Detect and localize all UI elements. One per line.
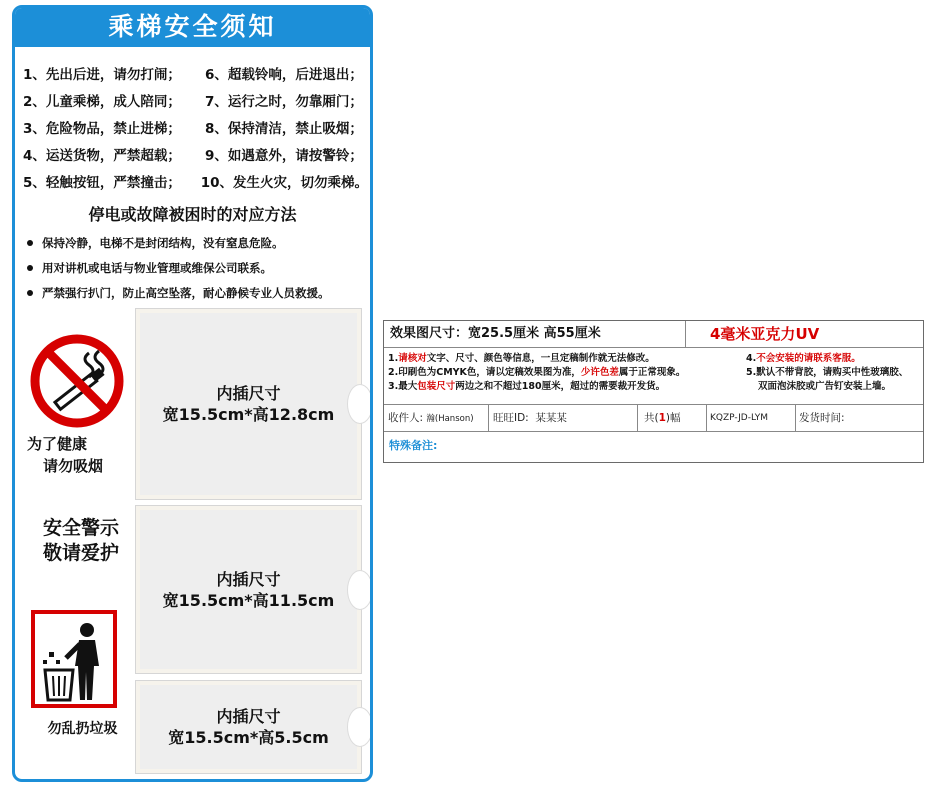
warning-line2: 敬请爱护 bbox=[42, 542, 119, 564]
rules-list bbox=[23, 59, 368, 194]
material-label: 4毫米亚克力UV bbox=[710, 325, 820, 343]
spec-header-row bbox=[384, 321, 923, 348]
rule-item: 7、运行之时，勿靠厢门； bbox=[205, 93, 363, 110]
note-text: 两边之和不超过180厘米，超过的需要裁开发货。 bbox=[455, 381, 666, 392]
rule-item: 3、危险物品，禁止进梯； bbox=[23, 120, 181, 137]
note-text: 3.最大 bbox=[388, 381, 418, 392]
note-1 bbox=[388, 352, 655, 365]
slot-notch bbox=[347, 384, 373, 424]
wangwang-value: 某某某 bbox=[535, 412, 567, 424]
warning-line1: 安全警示 bbox=[42, 517, 119, 539]
no-littering-caption: 勿乱扔垃圾 bbox=[47, 721, 118, 737]
note-3 bbox=[388, 380, 665, 393]
note-highlight: 不会安装的请联系客服。 bbox=[756, 353, 861, 364]
emergency-text: 严禁强行扒门，防止高空坠落，耐心静候专业人员救援。 bbox=[42, 285, 330, 300]
sign-title: 乘梯安全须知 bbox=[14, 7, 371, 47]
rule-row bbox=[23, 167, 368, 194]
bullet-icon bbox=[27, 290, 33, 296]
slot-size: 宽15.5cm*高5.5cm bbox=[168, 728, 329, 747]
rule-item: 1、先出后进，请勿打闹； bbox=[23, 66, 181, 83]
recipient-value: 瀚(Hanson) bbox=[426, 414, 474, 424]
bullet-icon bbox=[27, 240, 33, 246]
emergency-text: 用对讲机或电话与物业管理或维保公司联系。 bbox=[42, 260, 272, 275]
order-info-row bbox=[384, 405, 923, 432]
note-highlight: 请核对 bbox=[398, 353, 427, 364]
rule-row bbox=[23, 59, 368, 86]
wangwang-label: 旺旺ID: bbox=[493, 412, 529, 424]
note-text: 4. bbox=[746, 353, 757, 364]
notes-row bbox=[384, 348, 923, 405]
special-remarks-label: 特殊备注: bbox=[389, 439, 438, 452]
note-text: 2.印刷色为CMYK色，请以定稿效果图为准， bbox=[388, 367, 581, 378]
quantity-cell bbox=[637, 405, 708, 431]
rule-item: 9、如遇意外，请按警铃； bbox=[205, 147, 363, 164]
product-code: KQZP-JD-LYM bbox=[706, 405, 794, 431]
order-spec-table bbox=[383, 320, 924, 463]
wangwang-cell bbox=[488, 405, 639, 431]
recipient-label: 收件人: bbox=[388, 412, 424, 424]
quantity-value: 1 bbox=[658, 412, 666, 424]
ship-time-label: 发货时间: bbox=[795, 405, 923, 431]
rule-row bbox=[23, 113, 368, 140]
elevator-safety-sign bbox=[12, 5, 373, 782]
note-4 bbox=[746, 352, 861, 365]
slot-size: 宽15.5cm*高12.8cm bbox=[162, 405, 335, 424]
note-text: 属于正常现象。 bbox=[618, 367, 686, 378]
slot-label: 内插尺寸 bbox=[216, 384, 281, 403]
note-2 bbox=[388, 366, 685, 379]
no-smoking-line2: 请勿吸烟 bbox=[43, 457, 104, 475]
slot-size: 宽15.5cm*高11.5cm bbox=[162, 590, 335, 610]
rule-row bbox=[23, 86, 368, 113]
rule-item: 5、轻触按钮，严禁撞击； bbox=[23, 174, 181, 191]
slot-notch bbox=[347, 570, 373, 610]
emergency-list bbox=[27, 230, 367, 305]
no-smoking-icon bbox=[29, 333, 125, 433]
note-highlight: 少许色差 bbox=[580, 367, 619, 378]
note-5-cont: 双面泡沫胶或广告钉安装上墙。 bbox=[758, 381, 892, 392]
effect-dimensions: 效果图尺寸：宽25.5厘米 高55厘米 bbox=[390, 326, 601, 341]
insert-slot bbox=[135, 505, 362, 674]
quantity-prefix: 共( bbox=[644, 412, 659, 424]
rule-item: 8、保持清洁，禁止吸烟； bbox=[205, 120, 363, 137]
insert-slot bbox=[135, 680, 362, 774]
slot-label: 内插尺寸 bbox=[216, 707, 281, 726]
note-highlight: 包装尺寸 bbox=[417, 381, 456, 392]
rule-row bbox=[23, 140, 368, 167]
bullet-icon bbox=[27, 265, 33, 271]
no-smoking-caption bbox=[27, 433, 137, 477]
quantity-suffix: )幅 bbox=[665, 412, 681, 424]
material-cell bbox=[685, 321, 924, 347]
safety-warning bbox=[25, 516, 137, 566]
note-5: 5.默认不带背胶，请购买中性玻璃胶、 bbox=[746, 367, 909, 378]
slot-label: 内插尺寸 bbox=[216, 569, 281, 589]
note-text: 文字、尺寸、颜色等信息，一旦定稿制作就无法修改。 bbox=[426, 353, 655, 364]
insert-slot bbox=[135, 308, 362, 500]
rule-item: 2、儿童乘梯，成人陪同； bbox=[23, 93, 181, 110]
no-smoking-line1: 为了健康 bbox=[27, 435, 88, 453]
note-text: 1. bbox=[388, 353, 399, 364]
slot-notch bbox=[347, 707, 373, 747]
rule-item: 6、超载铃响，后进退出； bbox=[205, 66, 363, 83]
no-littering-icon bbox=[31, 610, 117, 712]
emergency-title: 停电或故障被困时的对应方法 bbox=[88, 205, 297, 224]
emergency-item bbox=[27, 230, 367, 255]
emergency-item bbox=[27, 255, 367, 280]
recipient-cell bbox=[388, 405, 474, 431]
emergency-text: 保持冷静，电梯不是封闭结构，没有窒息危险。 bbox=[42, 235, 284, 250]
rule-item: 10、发生火灾，切勿乘梯。 bbox=[200, 174, 368, 191]
emergency-item bbox=[27, 280, 367, 305]
rule-item: 4、运送货物，严禁超载； bbox=[23, 147, 181, 164]
